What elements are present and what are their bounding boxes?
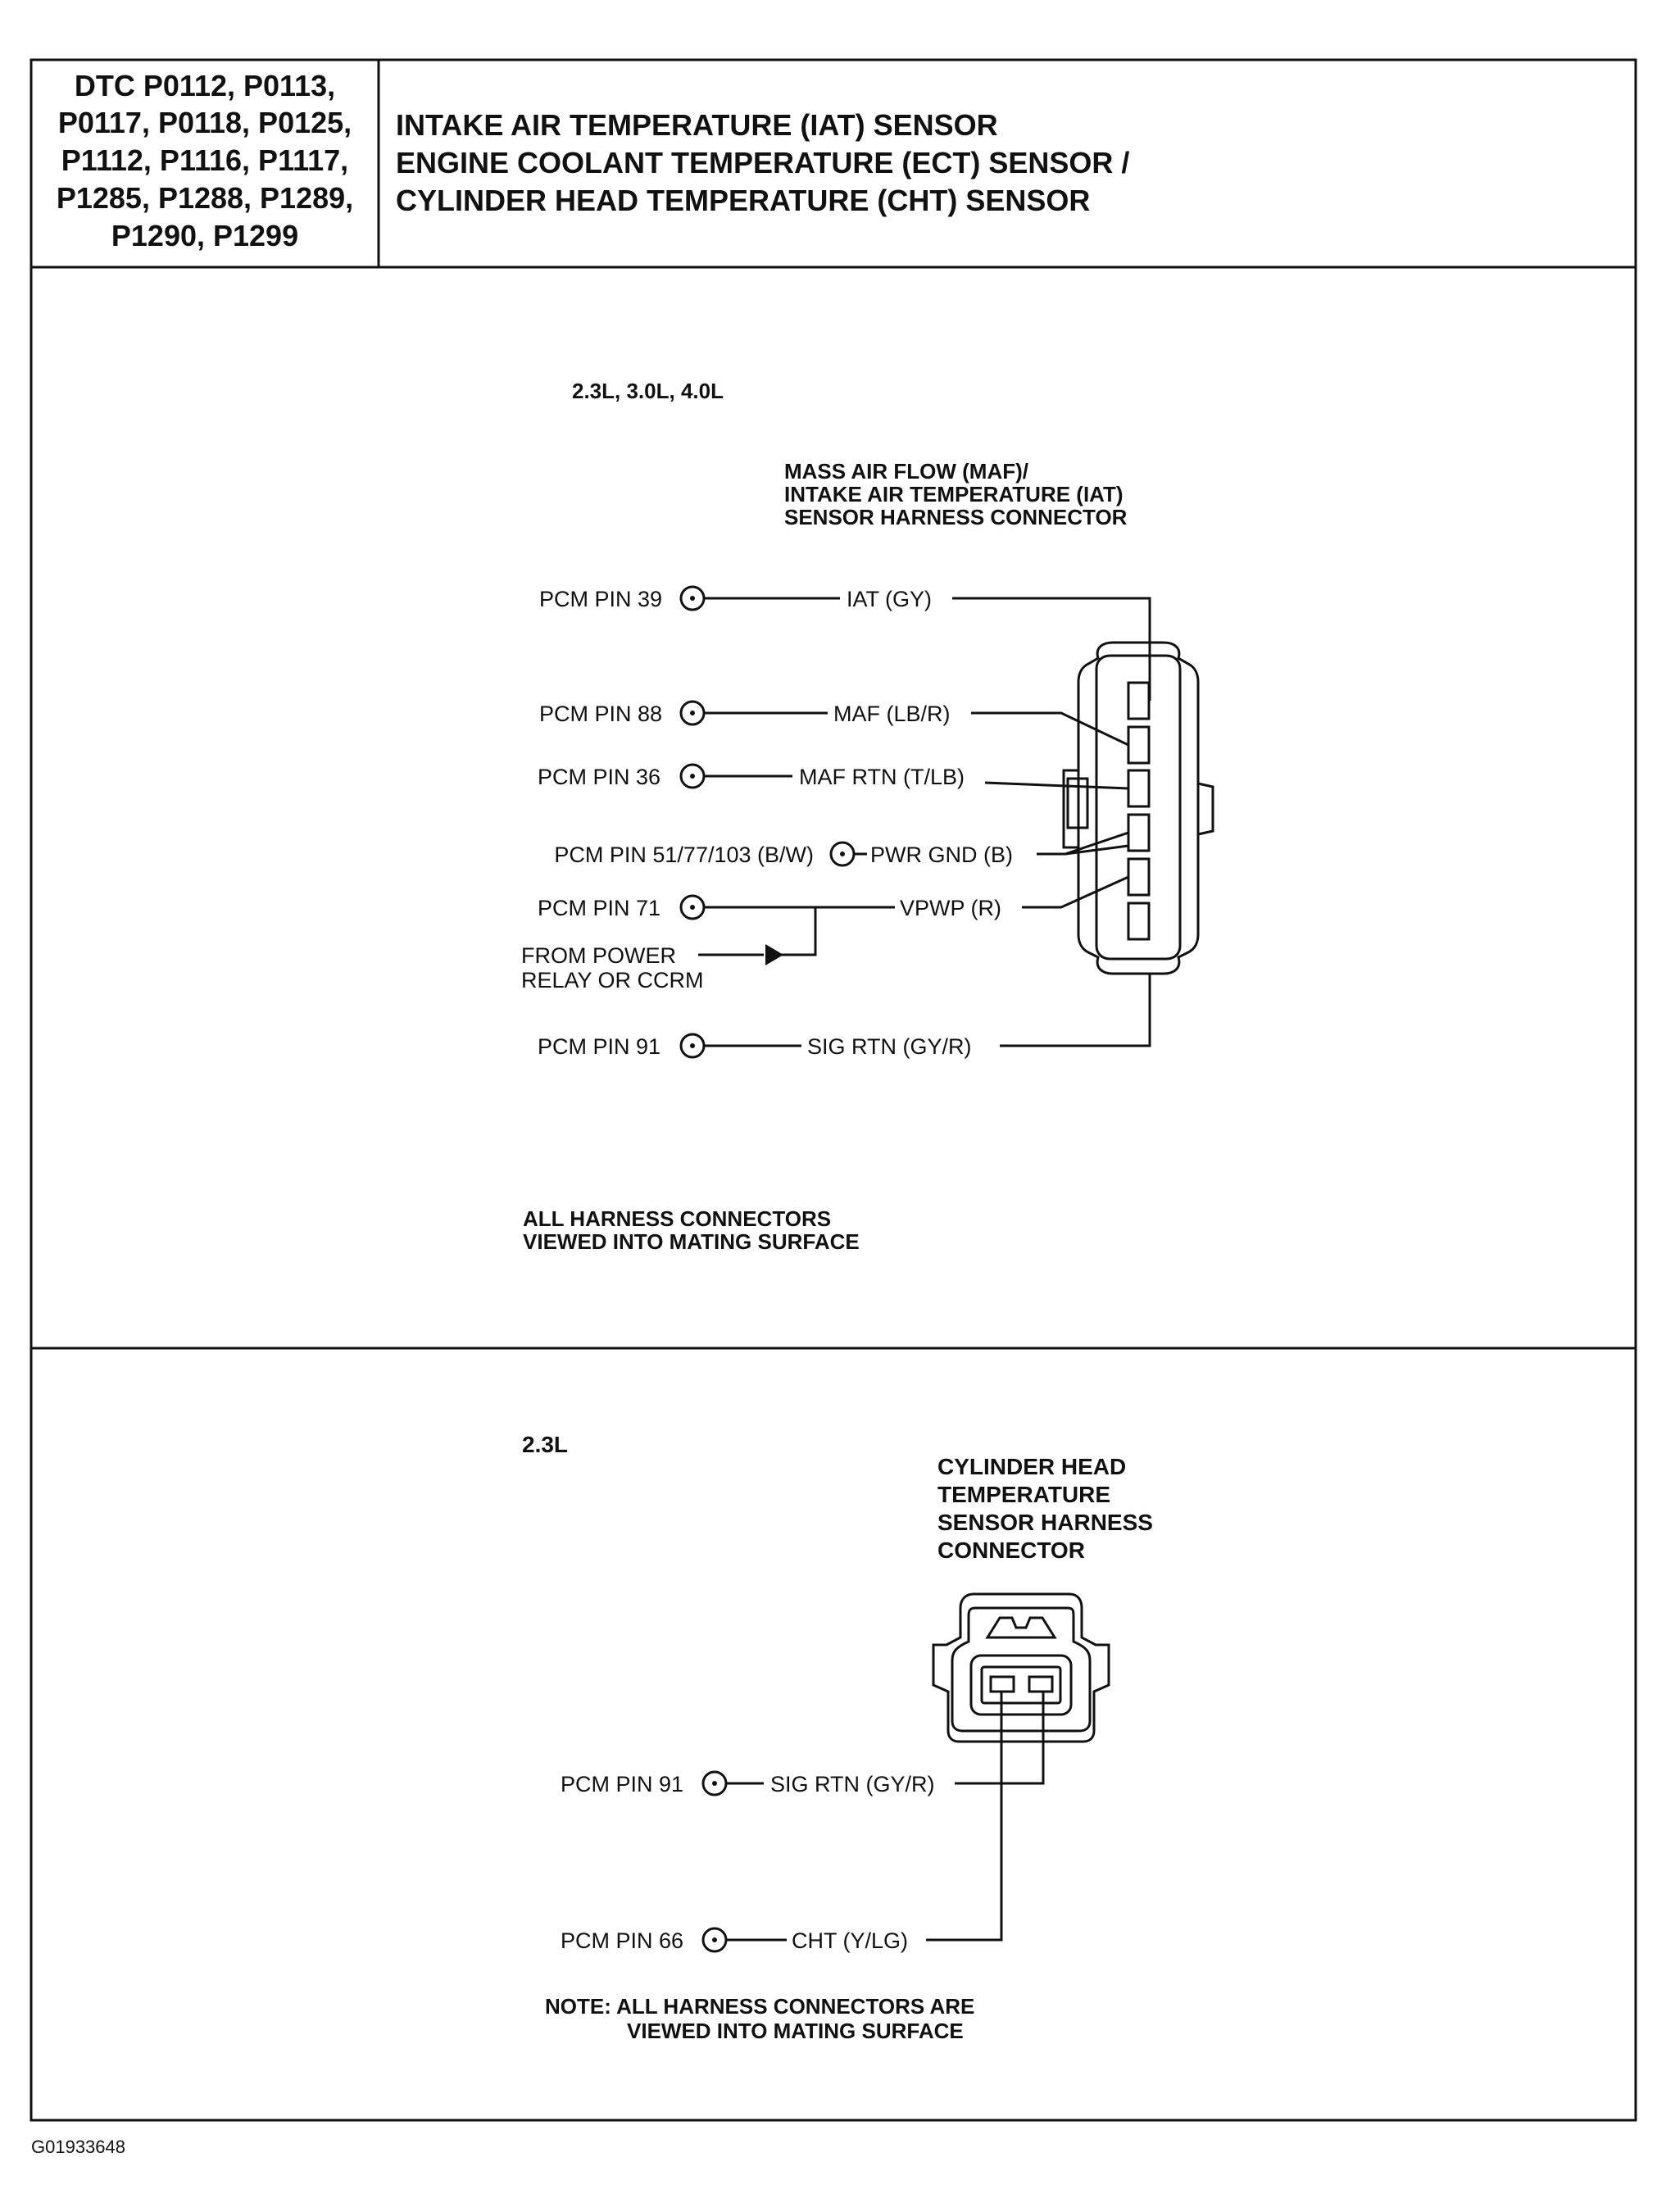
figure-id: G01933648 bbox=[31, 2137, 125, 2157]
maf-title-line-2: INTAKE AIR TEMPERATURE (IAT) bbox=[784, 482, 1124, 506]
maf-rtn-circuit-label: MAF RTN (T/LB) bbox=[799, 765, 965, 789]
pwr-gnd-circuit-label: PWR GND (B) bbox=[870, 843, 1013, 867]
cht-cavity-1 bbox=[991, 1677, 1014, 1692]
pcm-pin-91-label: PCM PIN 91 bbox=[537, 1034, 660, 1059]
wire-maf-rtn bbox=[538, 765, 1128, 789]
panel1-note-line-1: ALL HARNESS CONNECTORS bbox=[523, 1206, 832, 1231]
engine-label-panel2: 2.3L bbox=[522, 1432, 569, 1457]
title-line-1: INTAKE AIR TEMPERATURE (IAT) SENSOR bbox=[396, 108, 998, 142]
wire-iat bbox=[539, 587, 1150, 701]
outer-frame bbox=[31, 60, 1636, 2120]
dtc-line-1: DTC P0112, P0113, bbox=[74, 69, 336, 102]
panel1-note bbox=[523, 1206, 860, 1254]
cht-title-line-1: CYLINDER HEAD bbox=[937, 1454, 1127, 1479]
cht-pcm-pin-91-label: PCM PIN 91 bbox=[560, 1772, 683, 1796]
cht-title-line-2: TEMPERATURE bbox=[937, 1482, 1111, 1507]
cht-title-line-3: SENSOR HARNESS bbox=[937, 1510, 1153, 1535]
wire-maf bbox=[539, 702, 1128, 745]
power-source-label bbox=[521, 943, 704, 992]
pcm-pin-39-label: PCM PIN 39 bbox=[538, 587, 662, 611]
cht-cavity-2 bbox=[1029, 1677, 1052, 1692]
panel2-note-line-1: NOTE: ALL HARNESS CONNECTORS ARE bbox=[545, 1994, 975, 2019]
maf-iat-connector bbox=[1064, 643, 1213, 974]
pcm-pin-36-label: PCM PIN 36 bbox=[537, 765, 660, 789]
power-source-line-2: RELAY OR CCRM bbox=[521, 968, 704, 992]
maf-cavity-6 bbox=[1128, 903, 1149, 939]
cht-pcm-pin-66-label: PCM PIN 66 bbox=[560, 1928, 683, 1953]
maf-circuit-label: MAF (LB/R) bbox=[833, 702, 951, 726]
arrow-right-icon bbox=[765, 944, 783, 965]
cht-connector-title bbox=[937, 1454, 1153, 1563]
cht-sig-rtn-circuit-label: SIG RTN (GY/R) bbox=[770, 1772, 935, 1796]
panel2-note bbox=[545, 1994, 974, 2043]
dtc-line-4: P1285, P1288, P1289, bbox=[56, 181, 354, 215]
diagram-title bbox=[396, 108, 1129, 217]
maf-title-line-1: MASS AIR FLOW (MAF)/ bbox=[784, 459, 1028, 484]
dtc-line-3: P1112, P1116, P1117, bbox=[61, 143, 349, 177]
dtc-line-5: P1290, P1299 bbox=[111, 219, 299, 252]
maf-cavity-2 bbox=[1128, 727, 1149, 763]
cht-title-line-4: CONNECTOR bbox=[937, 1537, 1085, 1563]
wire-cht bbox=[561, 1692, 1001, 1953]
wire-pwr-gnd bbox=[554, 833, 1128, 867]
title-line-2: ENGINE COOLANT TEMPERATURE (ECT) SENSOR / bbox=[396, 146, 1130, 179]
maf-cavity-3 bbox=[1128, 770, 1149, 806]
maf-cavity-1 bbox=[1128, 683, 1149, 719]
sig-rtn-circuit-label: SIG RTN (GY/R) bbox=[807, 1034, 972, 1059]
maf-iat-connector-title bbox=[784, 459, 1128, 529]
cht-connector bbox=[933, 1594, 1109, 1742]
vpwp-circuit-label: VPWP (R) bbox=[900, 896, 1002, 920]
iat-circuit-label: IAT (GY) bbox=[847, 587, 933, 611]
panel1-note-line-2: VIEWED INTO MATING SURFACE bbox=[523, 1229, 860, 1254]
panel2-note-line-2: VIEWED INTO MATING SURFACE bbox=[627, 2019, 964, 2043]
engine-label-panel1: 2.3L, 3.0L, 4.0L bbox=[572, 379, 724, 403]
power-source-line-1: FROM POWER bbox=[521, 943, 676, 968]
maf-title-line-3: SENSOR HARNESS CONNECTOR bbox=[784, 505, 1128, 529]
dtc-code-list bbox=[57, 69, 353, 252]
dtc-line-2: P0117, P0118, P0125, bbox=[57, 106, 352, 139]
pcm-pin-71-label: PCM PIN 71 bbox=[537, 896, 660, 920]
pcm-pin-51-77-103-label: PCM PIN 51/77/103 (B/W) bbox=[554, 843, 814, 867]
title-line-3: CYLINDER HEAD TEMPERATURE (CHT) SENSOR bbox=[396, 184, 1091, 217]
cht-circuit-label: CHT (Y/LG) bbox=[792, 1928, 909, 1953]
maf-cavity-4 bbox=[1128, 815, 1149, 851]
maf-cavity-5 bbox=[1128, 859, 1149, 895]
pcm-pin-88-label: PCM PIN 88 bbox=[538, 702, 662, 726]
